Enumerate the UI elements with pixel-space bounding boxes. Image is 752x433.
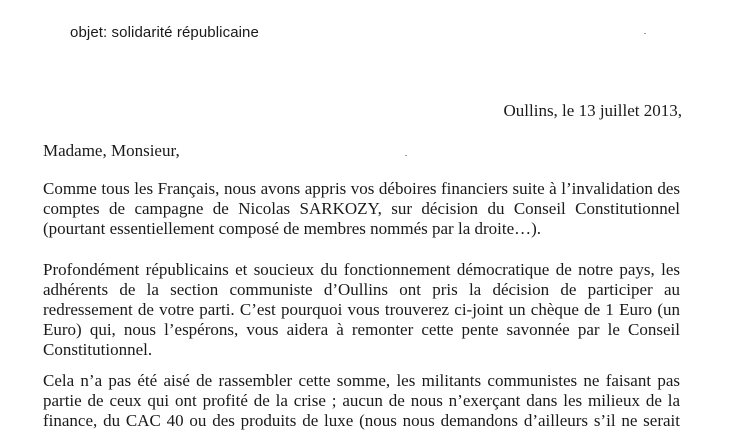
paragraph-line: Comme tous les Français, nous avons appris vos déboires financiers suite à l’invalidation des (43, 179, 680, 198)
letter-date: Oullins, le 13 juillet 2013, (503, 101, 682, 120)
paragraph-line: adhérents de la section communiste d’Oullins ont pris la décision de participer au (43, 280, 680, 299)
paragraph-line: Profondément républicains et soucieux du fonctionnement démocratique de notre pays, les (43, 260, 680, 279)
paragraph-line: Constitutionnel. (43, 340, 153, 359)
letter-subject: objet: solidarité républicaine (70, 24, 259, 41)
paragraph-2 (43, 260, 680, 360)
letter-salutation: Madame, Monsieur, (43, 141, 180, 160)
paragraph-line: partie de ceux qui ont profité de la crise ; aucun de nous n’exerçant dans les milieux de la (43, 391, 680, 410)
paragraph-line: Euro) qui, nous l’espérons, vous aidera à remonter cette pente savonnée par le Conseil (43, 320, 680, 339)
paragraph-line: redressement de votre parti. C’est pourquoi vous trouverez ci-joint un chèque de 1 Euro (un (43, 300, 680, 319)
paragraph-line: (pourtant essentiellement composé de membres nommés par la droite…). (43, 219, 542, 238)
scan-speck (405, 155, 407, 156)
paragraph-line: finance, du CAC 40 ou des produits de luxe (nous nous demandons d’ailleurs s’il ne serait (43, 411, 680, 430)
paragraph-3 (43, 371, 680, 431)
paragraph-1 (43, 179, 680, 239)
scan-speck (644, 33, 646, 34)
paragraph-line: Cela n’a pas été aisé de rassembler cette somme, les militants communistes ne faisant pas (43, 371, 680, 390)
paragraph-line: comptes de campagne de Nicolas SARKOZY, sur décision du Conseil Constitutionnel (43, 199, 680, 218)
